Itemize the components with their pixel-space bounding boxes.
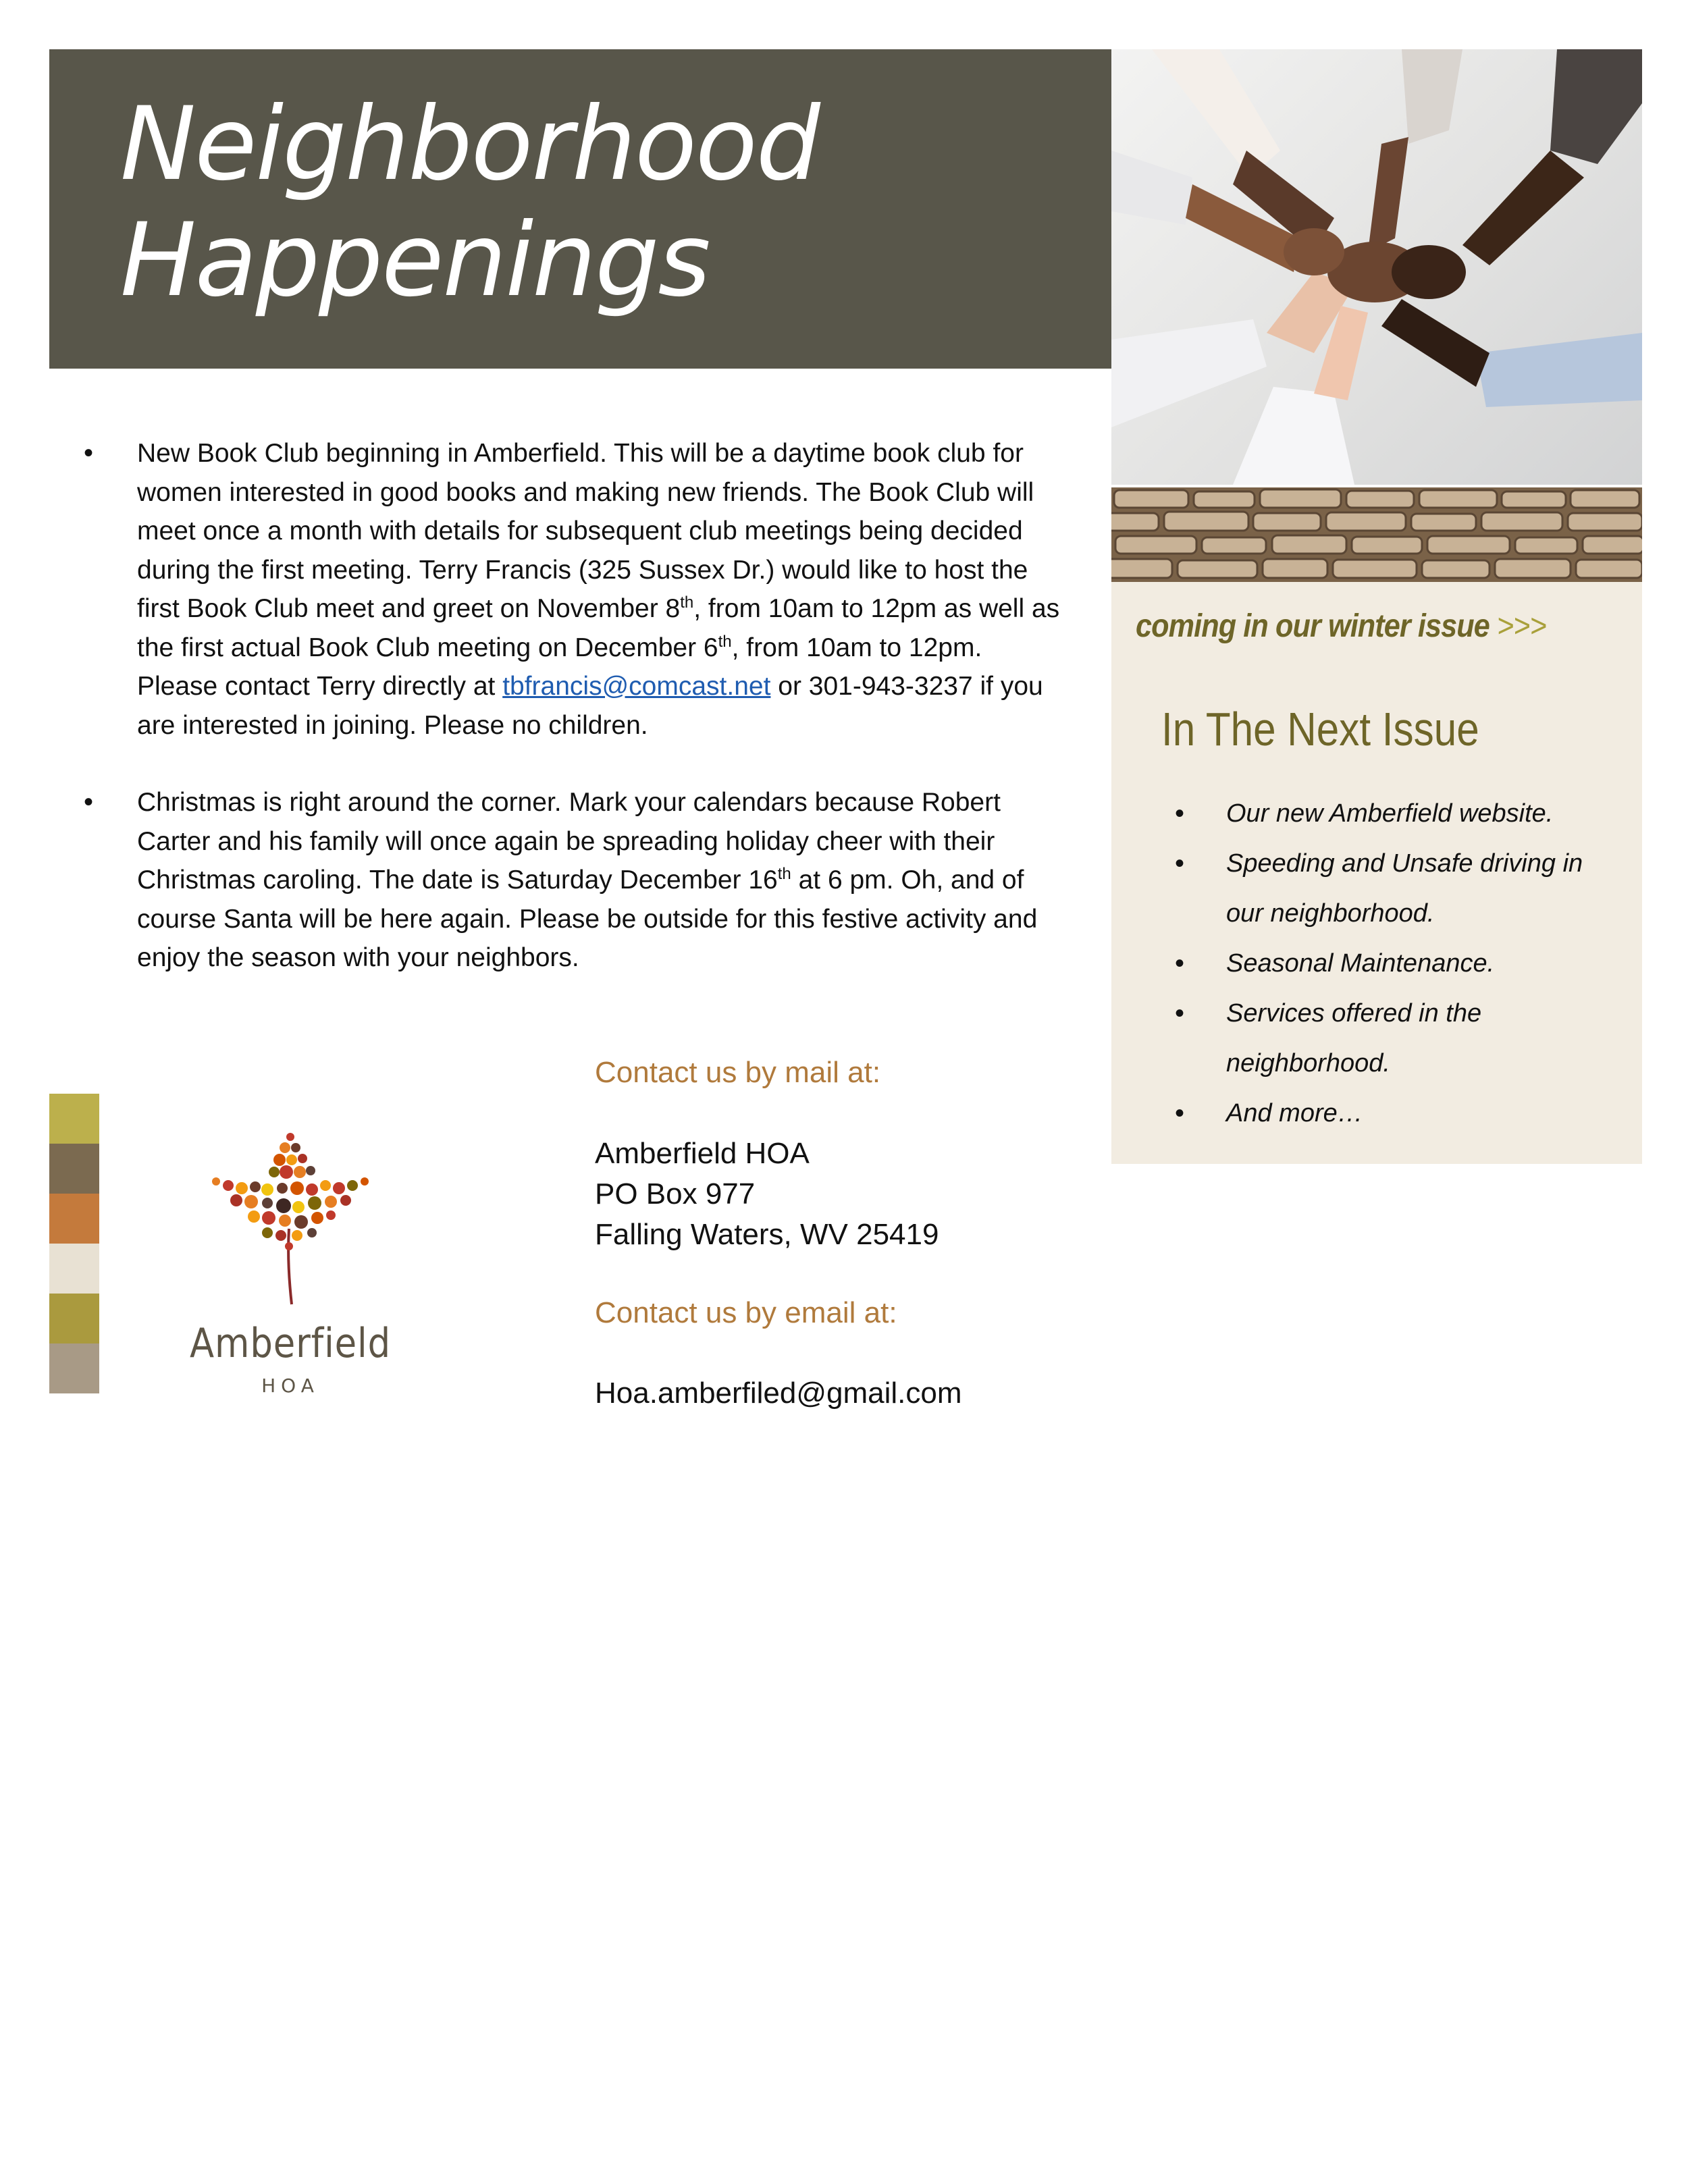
next-issue-list: [1161, 789, 1620, 1138]
hands-photo: [1111, 49, 1642, 485]
next-issue-item: • Seasonal Maintenance.: [1161, 938, 1620, 988]
ordinal-suffix: th: [680, 593, 694, 612]
book-club-text-2: , from 10am to 12pm as well as the first actual Book Club meeting on December 6: [137, 594, 1060, 662]
mail-contact-heading: Contact us by mail at:: [595, 1056, 881, 1089]
swatch: [49, 1194, 99, 1244]
title-line-1: Neighborhood: [120, 86, 819, 203]
arrows-glyph: >>>: [1496, 608, 1546, 644]
stone-wall-image: [1111, 487, 1642, 582]
swatch: [49, 1294, 99, 1343]
swatch: [49, 1343, 99, 1393]
address-line: Amberfield HOA: [595, 1137, 810, 1170]
book-club-text-4: or 301-943-3237 if you are interested in joining. Please no children.: [137, 672, 1043, 740]
address-line: Falling Waters, WV 25419: [595, 1218, 939, 1251]
mailing-address: [595, 1134, 939, 1255]
next-issue-item: • And more…: [1161, 1088, 1620, 1138]
maple-leaf-logo-icon: [203, 1127, 378, 1310]
christmas-text-1: Christmas is right around the corner. Mark your calendars because Robert Carter and his family will once again be spreading holiday cheer with their Christmas caroling. The date is Saturday December 16: [137, 788, 1001, 895]
hands-illustration: [1111, 49, 1642, 485]
coming-text: coming in our winter issue: [1136, 608, 1497, 644]
address-line: PO Box 977: [595, 1177, 756, 1210]
email-contact-heading: Contact us by email at:: [595, 1296, 897, 1329]
ordinal-suffix: th: [718, 632, 732, 651]
maple-leaf-icon: [203, 1127, 378, 1310]
christmas-text-2: at 6 pm. Oh, and of course Santa will be here again. Please be outside for this festive activity and enjoy the season with your neighbors.: [137, 865, 1038, 972]
stone-pattern: [1111, 487, 1642, 582]
book-club-text-1: New Book Club beginning in Amberfield. This will be a daytime book club for women interested in good books and making new friends. The Book Club will meet once a month with details for subsequent club meetings being decided during the first meeting. Terry Francis (325 Sussex Dr.) would like to host the first Book Club meet and greet on November 8: [137, 439, 1034, 623]
next-issue-item: • Services offered in the neighborhood.: [1161, 988, 1620, 1088]
swatch: [49, 1094, 99, 1144]
title-line-2: Happenings: [120, 202, 710, 319]
email-link[interactable]: tbfrancis@comcast.net: [502, 672, 771, 701]
next-issue-item: • Our new Amberfield website.: [1161, 789, 1620, 838]
contact-email: Hoa.amberfiled@gmail.com: [595, 1377, 962, 1410]
book-club-text-3: , from 10am to 12pm. Please contact Terry directly at: [137, 633, 982, 701]
next-issue-item: • Speeding and Unsafe driving in our neighborhood.: [1161, 838, 1620, 938]
coming-winter-issue-text: [1136, 608, 1546, 645]
logo-subtitle: HOA: [261, 1375, 319, 1397]
ordinal-suffix: th: [777, 865, 791, 883]
news-item-christmas: [81, 783, 1060, 978]
swatch: [49, 1144, 99, 1194]
color-swatch-strip: [49, 1094, 99, 1393]
logo-wordmark: Amberfield: [190, 1320, 391, 1367]
news-item-book-club: [81, 434, 1060, 745]
page-title: [120, 86, 1065, 319]
news-list: [81, 434, 1060, 978]
next-issue-title: In The Next Issue: [1161, 703, 1479, 755]
swatch: [49, 1244, 99, 1294]
